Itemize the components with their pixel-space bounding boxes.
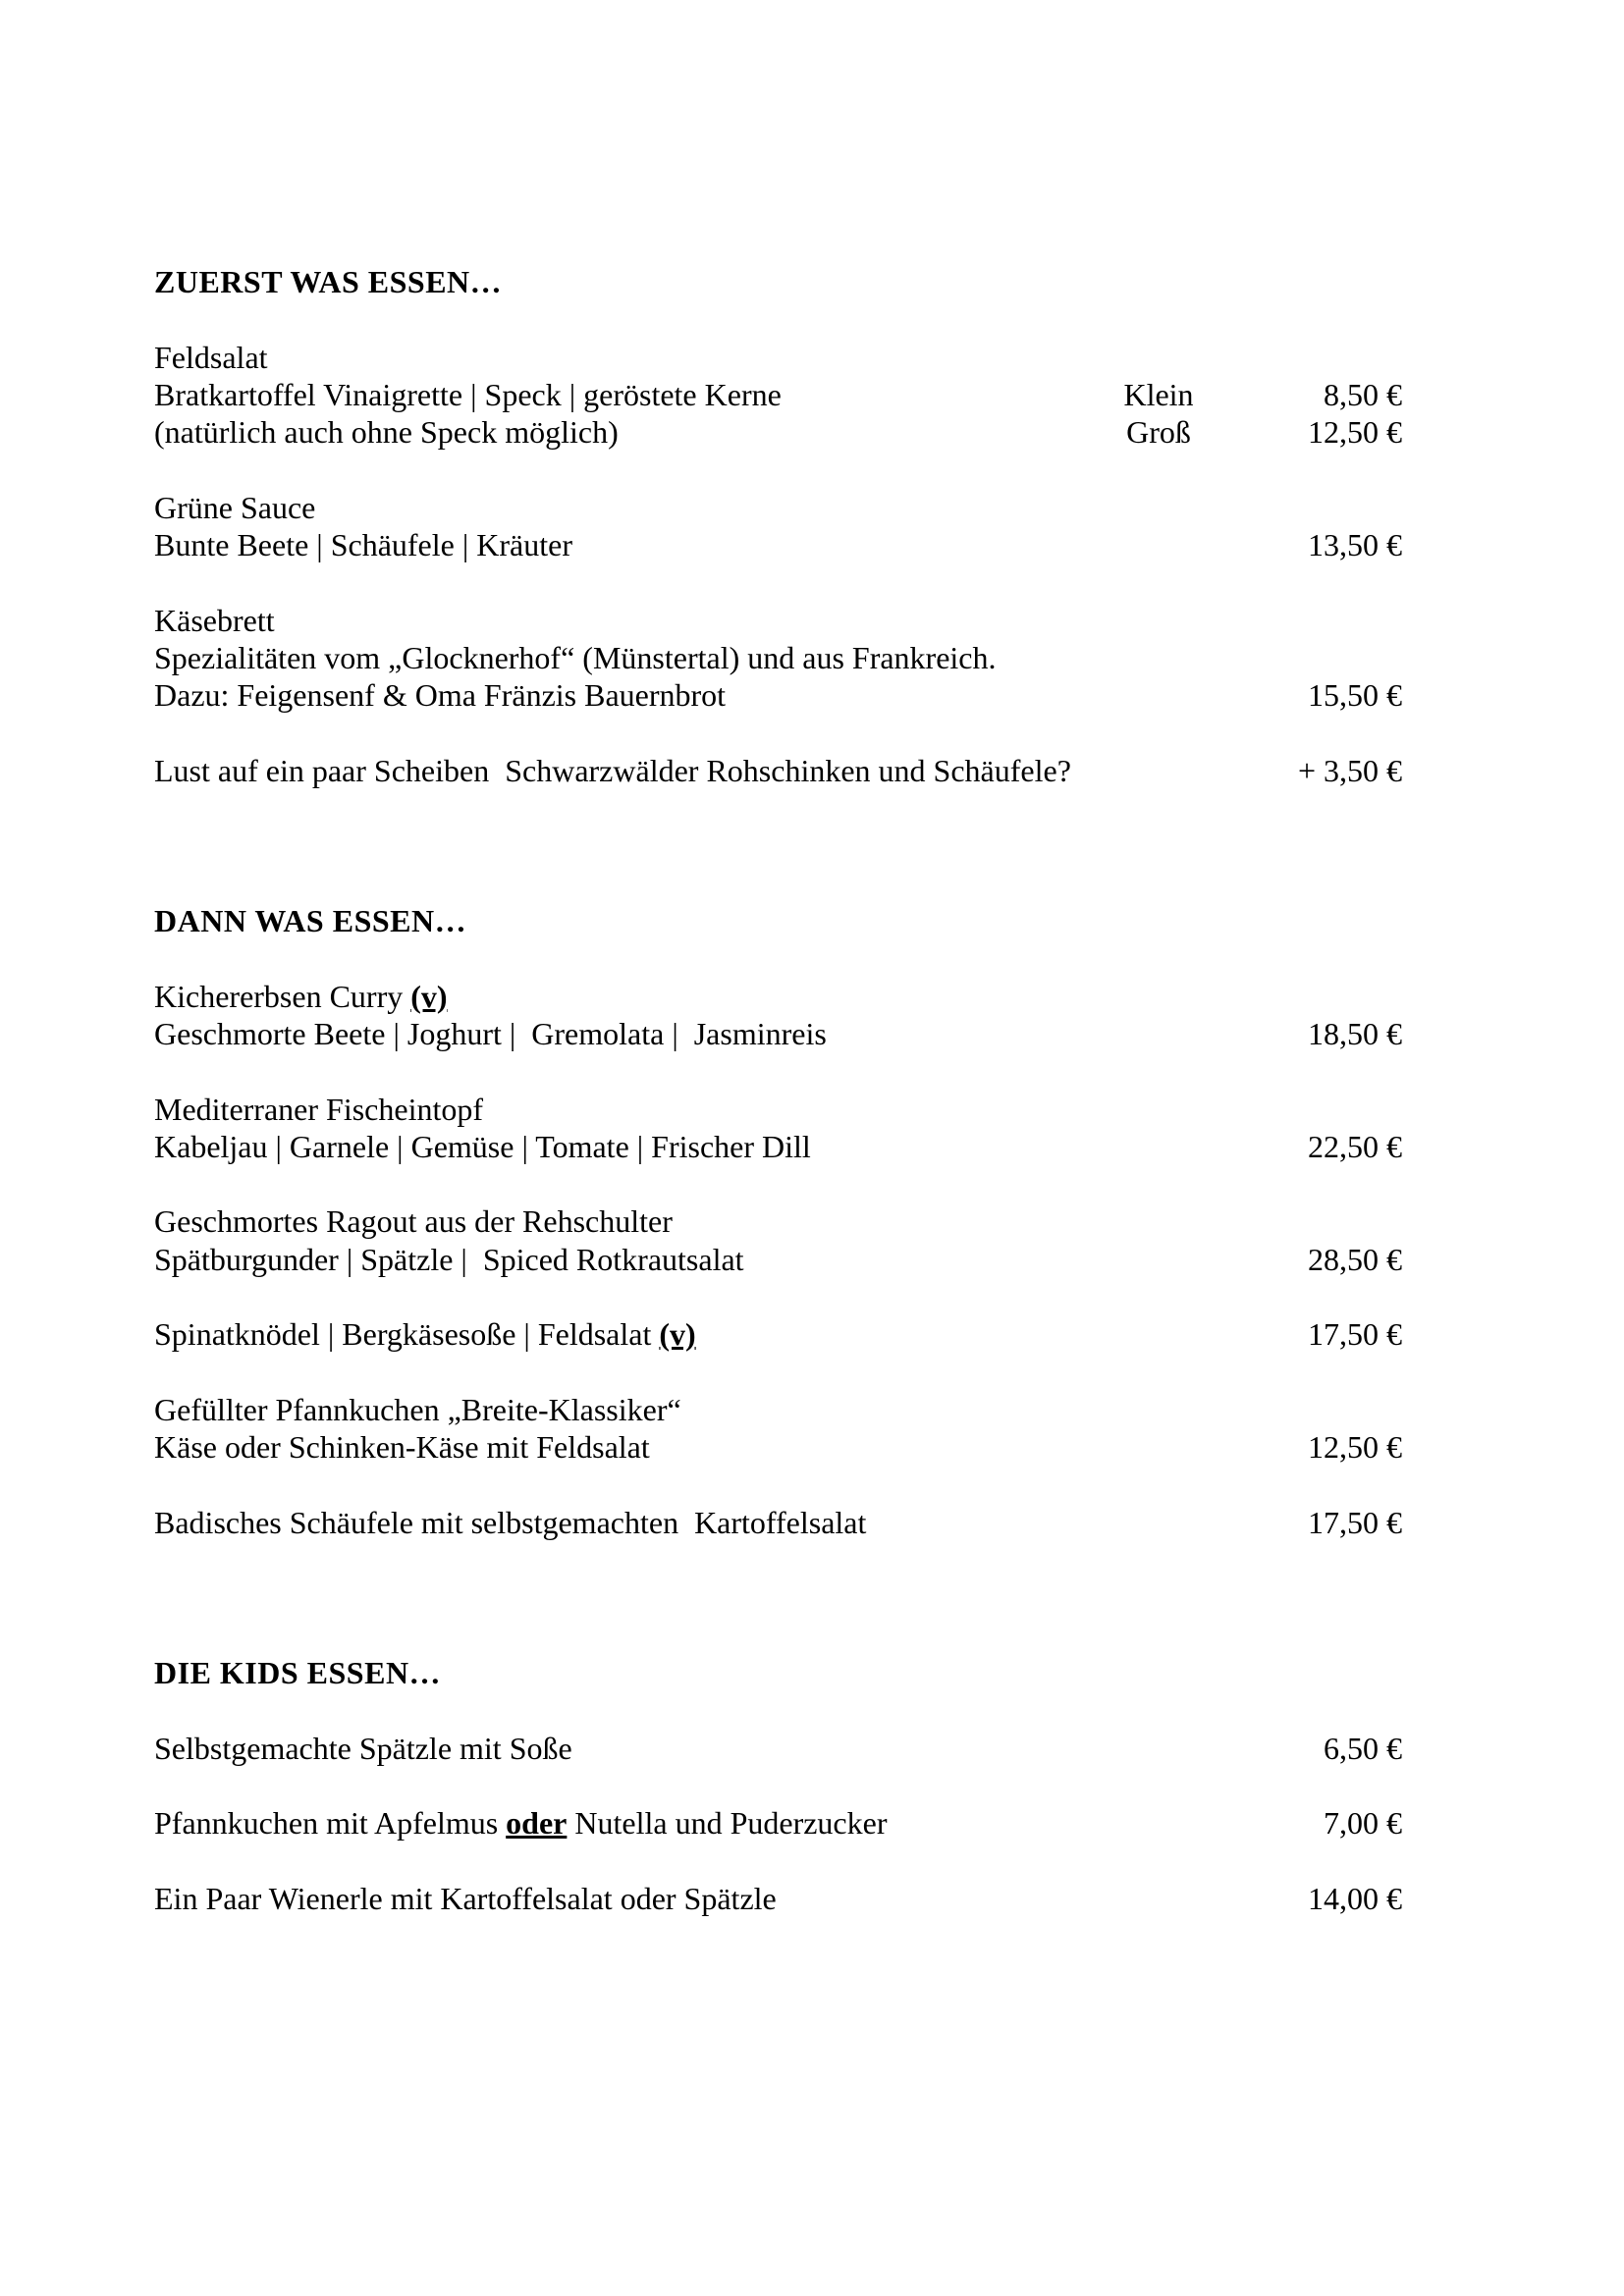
spacer-row [154,1165,1402,1202]
spacer-row [154,1278,1402,1315]
price: 22,50 € [1308,1128,1402,1164]
price: 12,50 € [1308,1429,1402,1466]
dish-name: Ein Paar Wienerle mit Kartoffelsalat oder Spätzle [154,1880,777,1916]
dish-name [154,978,1402,1015]
menu-row [154,1654,1402,1691]
menu-row [154,1730,1402,1767]
menu-row [154,339,1402,376]
dish-description: Dazu: Feigensenf & Oma Fränzis Bauernbrot [154,677,727,714]
menu-row [154,376,1402,413]
price: 28,50 € [1308,1241,1402,1277]
dish-name-text: Nutella und Puderzucker [567,1805,888,1842]
dish-name-text: Spinatknödel | Bergkäsesoße | Feldsalat [154,1316,660,1353]
price: 17,50 € [1308,1316,1402,1353]
spacer-row [154,300,1402,338]
menu-row [154,902,1402,939]
menu-row [154,1315,1402,1353]
price: 14,00 € [1308,1880,1402,1916]
or-marker: oder [506,1805,568,1842]
dish-description: Spätburgunder | Spätzle | Spiced Rotkrautsalat [154,1241,744,1277]
spacer-row [154,715,1402,752]
dish-description: Bratkartoffel Vinaigrette | Speck | geröstete Kerne [154,376,782,412]
dish-name: Mediterraner Fischeintopf [154,1091,483,1127]
veg-marker: (v) [410,978,448,1014]
menu-row [154,1128,1402,1165]
price: 18,50 € [1308,1015,1402,1051]
dish-name [154,1315,1218,1353]
menu-row [154,489,1402,526]
spacer-row [154,1767,1402,1804]
price: + 3,50 € [1297,752,1402,788]
menu-row [154,1880,1402,1917]
price: 6,50 € [1324,1730,1402,1766]
menu-row [154,752,1402,789]
dish-name-text: Kichererbsen Curry [154,978,411,1014]
dish-name: Lust auf ein paar Scheiben Schwarzwälder Rohschinken und Schäufele? [154,752,1071,788]
spacer-row [154,939,1402,977]
dish-description: Käse oder Schinken-Käse mit Feldsalat [154,1429,650,1466]
price: 8,50 € [1324,376,1402,412]
menu-row [154,1804,1402,1842]
spacer-row [154,789,1402,827]
menu-row [154,1391,1402,1428]
dish-name: Badisches Schäufele mit selbstgemachten Kartoffelsalat [154,1504,867,1540]
dish-name [154,1804,1218,1842]
menu-row [154,1504,1402,1541]
spacer-row [154,1541,1402,1578]
spacer-row [154,1842,1402,1879]
spacer-row [154,1691,1402,1729]
spacer-row [154,451,1402,488]
menu-row [154,1202,1402,1240]
size-label: Groß [1126,414,1191,451]
section-heading: DIE KIDS ESSEN… [154,1654,442,1690]
menu-row [154,1241,1402,1278]
veg-marker: (v) [659,1316,696,1353]
dish-description: Geschmorte Beete | Joghurt | Gremolata | Jasminreis [154,1015,827,1051]
price: 17,50 € [1308,1504,1402,1540]
spacer-row [154,1467,1402,1504]
spacer-row [154,1578,1402,1616]
menu-row [154,263,1402,300]
spacer-row [154,865,1402,902]
dish-name: Geschmortes Ragout aus der Rehschulter [154,1203,673,1240]
dish-note: (natürlich auch ohne Speck möglich) [154,414,619,451]
menu-row [154,602,1402,639]
menu-row [154,413,1402,451]
menu-row [154,1428,1402,1466]
menu-row [154,676,1402,714]
dish-description: Kabeljau | Garnele | Gemüse | Tomate | Frischer Dill [154,1128,811,1164]
dish-name-text: Pfannkuchen mit Apfelmus [154,1805,507,1842]
spacer-row [154,1617,1402,1654]
price: 7,00 € [1324,1805,1402,1842]
dish-name: Gefüllter Pfannkuchen „Breite-Klassiker“ [154,1391,681,1427]
menu-row [154,1091,1402,1128]
dish-description: Bunte Beete | Schäufele | Kräuter [154,527,572,563]
spacer-row [154,1354,1402,1391]
section-heading: DANN WAS ESSEN… [154,903,467,939]
menu-row [154,526,1402,563]
section-heading: ZUERST WAS ESSEN… [154,264,503,299]
dish-name: Käsebrett [154,602,275,638]
price: 12,50 € [1308,414,1402,451]
menu-row [154,1015,1402,1052]
spacer-row [154,827,1402,864]
price: 15,50 € [1308,677,1402,714]
menu-row [154,978,1402,1015]
dish-name: Selbstgemachte Spätzle mit Soße [154,1730,572,1766]
menu-row [154,639,1402,676]
dish-description: Spezialitäten vom „Glocknerhof“ (Münstertal) und aus Frankreich. [154,639,997,675]
dish-name: Feldsalat [154,339,268,375]
size-label: Klein [1123,376,1194,412]
spacer-row [154,1052,1402,1090]
price: 13,50 € [1308,527,1402,563]
spacer-row [154,563,1402,601]
dish-name: Grüne Sauce [154,489,316,525]
